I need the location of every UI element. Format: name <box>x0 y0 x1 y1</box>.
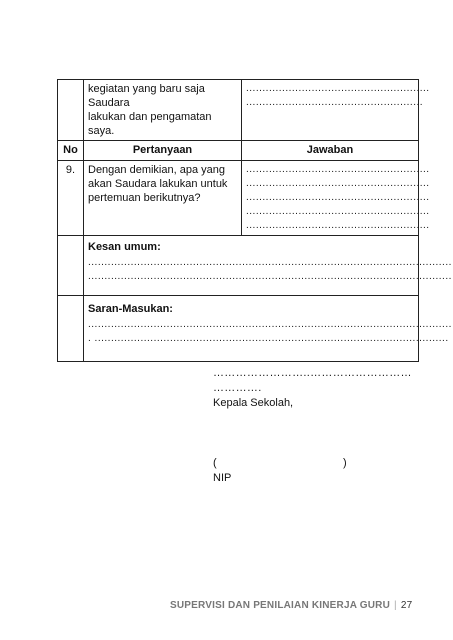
question-line: kegiatan yang baru saja Saudara <box>88 83 205 109</box>
answer-dotted-line: ...................................................... <box>246 97 424 108</box>
no-cell: 9. <box>58 161 84 236</box>
footer-title: SUPERVISI DAN PENILAIAN KINERJA GURU <box>170 600 391 611</box>
header-answer: Jawaban <box>242 141 419 161</box>
kesan-dotted-line: ............................................................................................................... <box>88 271 452 282</box>
answer-dotted-line: ........................................................ <box>246 192 430 203</box>
answer-dotted-line: ........................................................ <box>246 206 430 217</box>
no-cell <box>58 80 84 141</box>
header-question: Pertanyaan <box>84 141 242 161</box>
answer-dotted-line: ........................................................ <box>246 83 430 94</box>
open-paren: ( <box>213 457 217 469</box>
answer-cell <box>242 161 430 236</box>
saran-dotted-line: ............................................................................................................... <box>88 319 452 330</box>
close-paren: ) <box>343 457 347 469</box>
footer-separator: | <box>394 600 397 611</box>
question-line: Dengan demikian, apa yang <box>88 164 225 176</box>
table-row-kesan-umum <box>58 236 419 296</box>
signature-name-line <box>213 456 413 471</box>
no-cell <box>58 296 84 362</box>
table-header-row <box>58 141 419 161</box>
header-no: No <box>58 141 84 161</box>
signature-block <box>213 366 413 486</box>
answer-cell <box>242 80 430 141</box>
table-row-saran-masukan <box>58 296 419 362</box>
question-line: akan Saudara lakukan untuk <box>88 178 228 190</box>
question-cell <box>84 161 242 236</box>
answer-dotted-line: ........................................................ <box>246 178 430 189</box>
saran-masukan-label: Saran-Masukan: <box>88 303 173 315</box>
place-date-line-cont: …………. <box>213 382 262 394</box>
page-footer <box>170 600 413 611</box>
saran-dotted-line: . ............................................................................................................ <box>88 333 449 344</box>
nip-label: NIP <box>213 472 232 484</box>
supervision-form-table <box>57 79 452 362</box>
question-cell <box>84 80 242 141</box>
page-number: 27 <box>400 600 413 611</box>
place-date-line: ……………………..……………………… <box>213 367 412 379</box>
kesan-umum-cell <box>84 236 452 296</box>
answer-dotted-line: ........................................................ <box>246 164 430 175</box>
no-cell <box>58 236 84 296</box>
signer-role: Kepala Sekolah, <box>213 397 294 409</box>
kesan-umum-label: Kesan umum: <box>88 241 161 253</box>
question-line: lakukan dan pengamatan saya. <box>88 111 212 137</box>
answer-dotted-line: ........................................................ <box>246 220 430 231</box>
table-row-continuation <box>58 80 419 141</box>
question-line: pertemuan berikutnya? <box>88 192 201 204</box>
table-row-question-9 <box>58 161 419 236</box>
kesan-dotted-line: ............................................................................................................... <box>88 257 452 268</box>
saran-masukan-cell <box>84 296 452 362</box>
